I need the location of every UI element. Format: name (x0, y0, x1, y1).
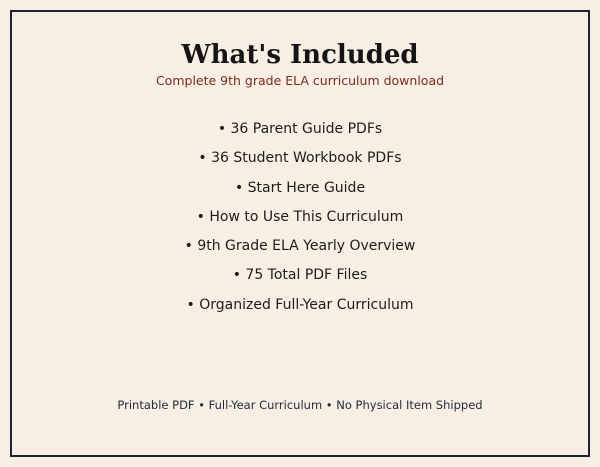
list-item: • Start Here Guide (234, 179, 366, 196)
list-item: • 75 Total PDF Files (232, 267, 368, 284)
footer-note: Printable PDF • Full-Year Curriculum • No Physical Item Shipped (117, 398, 483, 412)
page-subtitle: Complete 9th grade ELA curriculum download (155, 73, 445, 88)
list-item: • 9th Grade ELA Yearly Overview (184, 238, 416, 255)
list-item: • 36 Student Workbook PDFs (198, 150, 402, 167)
list-item: • 36 Parent Guide PDFs (217, 121, 383, 137)
included-items-list (12, 115, 588, 320)
page-title: What's Included (181, 40, 419, 70)
list-item: • Organized Full-Year Curriculum (186, 296, 414, 313)
info-card (10, 10, 590, 457)
list-item: • How to Use This Curriculum (196, 208, 404, 225)
